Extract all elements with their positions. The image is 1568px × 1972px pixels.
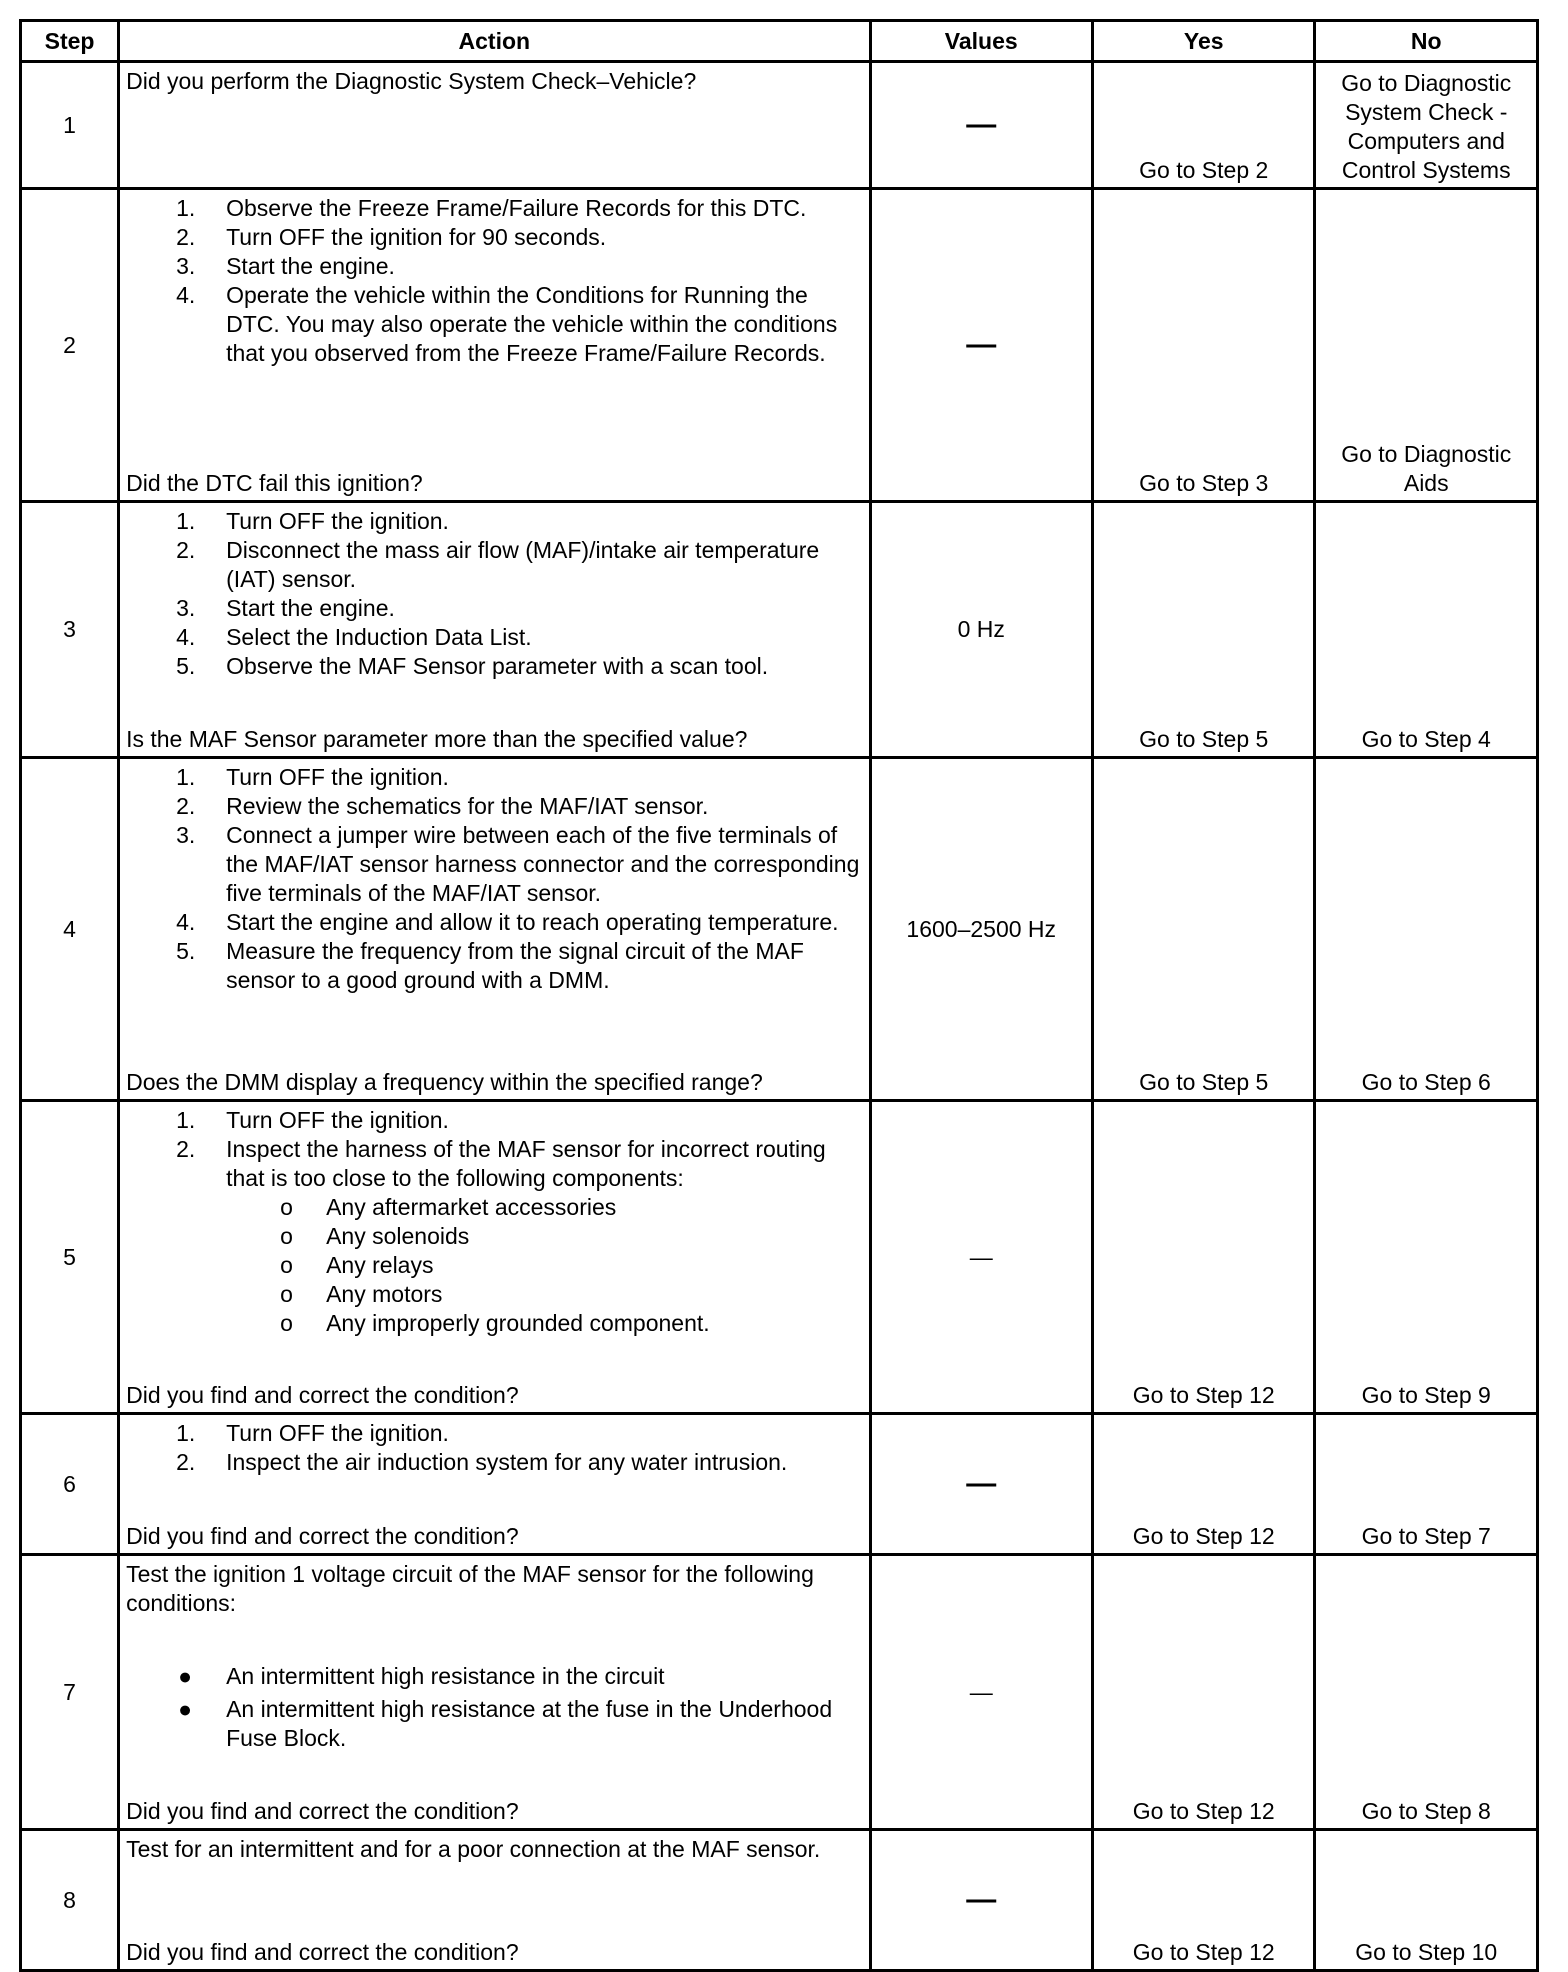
action-question: Did you find and correct the condition? (126, 1523, 519, 1549)
table-row (21, 1555, 1538, 1830)
action-question: Did the DTC fail this ignition? (126, 470, 423, 496)
yes-cell: Go to Step 12 (1092, 1555, 1314, 1830)
list-item: 2. Disconnect the mass air flow (MAF)/intake air temperature (IAT) sensor. (176, 537, 820, 592)
action-question: Does the DMM display a frequency within the specified range? (126, 1069, 763, 1095)
list-item: o Any solenoids (280, 1223, 470, 1249)
value-cell (870, 1555, 1092, 1830)
list-item: 1. Turn OFF the ignition. (176, 764, 449, 790)
action-cell (119, 189, 870, 502)
list-item: 1. Observe the Freeze Frame/Failure Records for this DTC. (176, 195, 807, 221)
header-values: Values (870, 21, 1092, 62)
table-row (21, 502, 1538, 758)
yes-cell: Go to Step 2 (1092, 62, 1314, 189)
action-question: Did you find and correct the condition? (126, 1798, 519, 1824)
step-number: 6 (21, 1414, 119, 1555)
action-steps (126, 194, 862, 368)
yes-cell: Go to Step 12 (1092, 1830, 1314, 1971)
action-cell (119, 502, 870, 758)
list-item: o Any relays (280, 1252, 434, 1278)
no-cell: Go to Step 10 (1315, 1830, 1538, 1971)
no-cell (1315, 62, 1538, 189)
action-steps (126, 1419, 862, 1477)
no-cell: Go to Step 9 (1315, 1101, 1538, 1414)
no-text: Go to Diagnostic (1341, 70, 1512, 96)
action-cell (119, 758, 870, 1101)
list-item: 5. Observe the MAF Sensor parameter with a scan tool. (176, 653, 769, 679)
no-text: System Check - (1345, 99, 1508, 125)
action-steps (126, 763, 862, 995)
action-steps (126, 1106, 862, 1193)
yes-cell: Go to Step 12 (1092, 1414, 1314, 1555)
list-item: 3. Start the engine. (176, 253, 395, 279)
value-cell (870, 1830, 1092, 1971)
action-cell (119, 1101, 870, 1414)
no-text: Control Systems (1341, 157, 1511, 183)
condition-list (126, 1658, 862, 1753)
value-text: — (966, 1466, 997, 1500)
header-row (21, 21, 1538, 62)
list-item: 4. Select the Induction Data List. (176, 624, 532, 650)
list-item: 4. Operate the vehicle within the Conditions for Running the DTC. You may also operate the vehicle within the conditions that you observed from the Freeze Frame/Failure Records. (176, 282, 838, 366)
diagnostic-table (19, 19, 1539, 1972)
no-text: Go to Diagnostic (1341, 441, 1512, 467)
list-item: ● An intermittent high resistance at the fuse in the Underhood Fuse Block. (178, 1696, 833, 1751)
list-item: 2. Review the schematics for the MAF/IAT sensor. (176, 793, 709, 819)
step-number: 7 (21, 1555, 119, 1830)
step-number: 2 (21, 189, 119, 502)
table-row (21, 62, 1538, 189)
list-item: 3. Connect a jumper wire between each of the five terminals of the MAF/IAT sensor harness connector and the corresponding five terminals of the MAF/IAT sensor. (176, 822, 860, 906)
table-row (21, 1830, 1538, 1971)
no-cell: Go to Step 8 (1315, 1555, 1538, 1830)
table-row (21, 1414, 1538, 1555)
step-number: 1 (21, 62, 119, 189)
action-question: Did you find and correct the condition? (126, 1382, 519, 1408)
value-text: — (969, 1243, 993, 1270)
list-item: 1. Turn OFF the ignition. (176, 508, 449, 534)
list-item: 4. Start the engine and allow it to reach operating temperature. (176, 909, 839, 935)
list-item: ● An intermittent high resistance in the circuit (178, 1663, 665, 1689)
action-intro: Did you perform the Diagnostic System Check–Vehicle? (126, 68, 697, 94)
list-item: o Any improperly grounded component. (280, 1310, 710, 1336)
value-cell (870, 1414, 1092, 1555)
value-cell (870, 1101, 1092, 1414)
action-steps (126, 507, 862, 681)
value-cell (870, 189, 1092, 502)
list-item: 1. Turn OFF the ignition. (176, 1107, 449, 1133)
header-no: No (1315, 21, 1538, 62)
no-cell (1315, 189, 1538, 502)
header-step: Step (21, 21, 119, 62)
action-intro: Test the ignition 1 voltage circuit of the MAF sensor for the following conditions: (126, 1561, 814, 1616)
no-text: Aids (1403, 470, 1449, 496)
yes-cell: Go to Step 5 (1092, 502, 1314, 758)
header-action: Action (119, 21, 870, 62)
action-intro: Test for an intermittent and for a poor connection at the MAF sensor. (126, 1836, 821, 1862)
step-number: 3 (21, 502, 119, 758)
value-text: — (966, 107, 997, 141)
list-item: 3. Start the engine. (176, 595, 395, 621)
action-cell (119, 62, 870, 189)
list-item: o Any motors (280, 1281, 443, 1307)
list-item: 5. Measure the frequency from the signal circuit of the MAF sensor to a good ground with a DMM. (176, 938, 804, 993)
header-yes: Yes (1092, 21, 1314, 62)
action-question: Is the MAF Sensor parameter more than the specified value? (126, 726, 748, 752)
yes-cell: Go to Step 12 (1092, 1101, 1314, 1414)
list-item: o Any aftermarket accessories (280, 1194, 617, 1220)
action-cell (119, 1555, 870, 1830)
table-row (21, 758, 1538, 1101)
no-cell: Go to Step 7 (1315, 1414, 1538, 1555)
value-text: — (966, 327, 997, 361)
action-question: Did you find and correct the condition? (126, 1939, 519, 1965)
yes-cell: Go to Step 5 (1092, 758, 1314, 1101)
action-cell (119, 1830, 870, 1971)
yes-cell: Go to Step 3 (1092, 189, 1314, 502)
value-cell: 1600–2500 Hz (870, 758, 1092, 1101)
table-row (21, 1101, 1538, 1414)
component-list (126, 1193, 862, 1338)
action-cell (119, 1414, 870, 1555)
step-number: 8 (21, 1830, 119, 1971)
list-item: 2. Turn OFF the ignition for 90 seconds. (176, 224, 607, 250)
table-row (21, 189, 1538, 502)
value-text: — (966, 1882, 997, 1916)
no-cell: Go to Step 4 (1315, 502, 1538, 758)
value-cell: 0 Hz (870, 502, 1092, 758)
no-cell: Go to Step 6 (1315, 758, 1538, 1101)
no-text: Computers and (1347, 128, 1505, 154)
value-cell (870, 62, 1092, 189)
step-number: 5 (21, 1101, 119, 1414)
value-text: — (969, 1678, 993, 1705)
list-item: 1. Turn OFF the ignition. (176, 1420, 449, 1446)
step-number: 4 (21, 758, 119, 1101)
list-item: 2. Inspect the harness of the MAF sensor for incorrect routing that is too close to the following components: (176, 1136, 826, 1191)
list-item: 2. Inspect the air induction system for any water intrusion. (176, 1449, 788, 1475)
